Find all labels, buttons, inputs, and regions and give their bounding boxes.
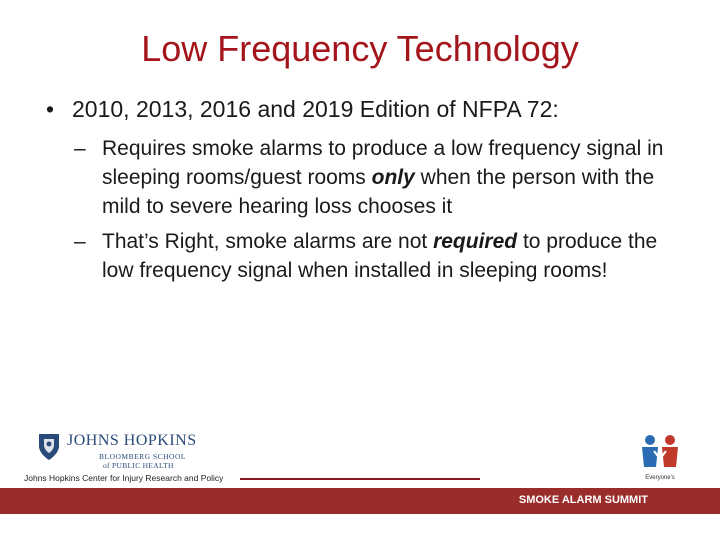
logo-name: JOHNS HOPKINS	[67, 432, 197, 449]
center-name: Johns Hopkins Center for Injury Research and Policy	[24, 473, 224, 483]
sub-text-after: to produce the low frequency signal when installed in sleeping rooms!	[102, 230, 658, 282]
sub-dash: –	[74, 230, 86, 253]
bullet-text: 2010, 2013, 2016 and 2019 Edition of NFPA 72:	[72, 96, 559, 122]
sub-text-before: Requires smoke alarms to produce a low frequency signal in sleeping rooms/guest rooms	[102, 137, 664, 189]
sub-text-after: when the person with the mild to severe hearing loss chooses it	[102, 166, 655, 218]
sub-dash: –	[74, 137, 86, 160]
johns-hopkins-logo	[37, 430, 207, 470]
logo-subtitle-1: BLOOMBERG SCHOOL	[99, 452, 186, 461]
divider-line	[240, 478, 480, 480]
logo-subtitle-2: of PUBLIC HEALTH	[103, 461, 174, 470]
shield-icon	[37, 432, 61, 462]
summit-emblem-icon	[636, 433, 684, 491]
subpoint-low-frequency-requirement	[74, 134, 684, 221]
slide-title: Low Frequency Technology	[141, 28, 579, 69]
main-bullet	[46, 94, 706, 124]
emblem-text: Everyone's	[645, 475, 675, 481]
sub-emphasis: only	[371, 166, 415, 189]
sub-text-before: That’s Right, smoke alarms are not	[102, 230, 434, 253]
sub-emphasis: required	[433, 230, 518, 253]
subpoint-thats-right	[74, 227, 684, 285]
footer-bar	[0, 488, 720, 514]
summit-label: SMOKE ALARM SUMMIT	[518, 494, 648, 506]
bullet-marker: •	[46, 96, 55, 122]
